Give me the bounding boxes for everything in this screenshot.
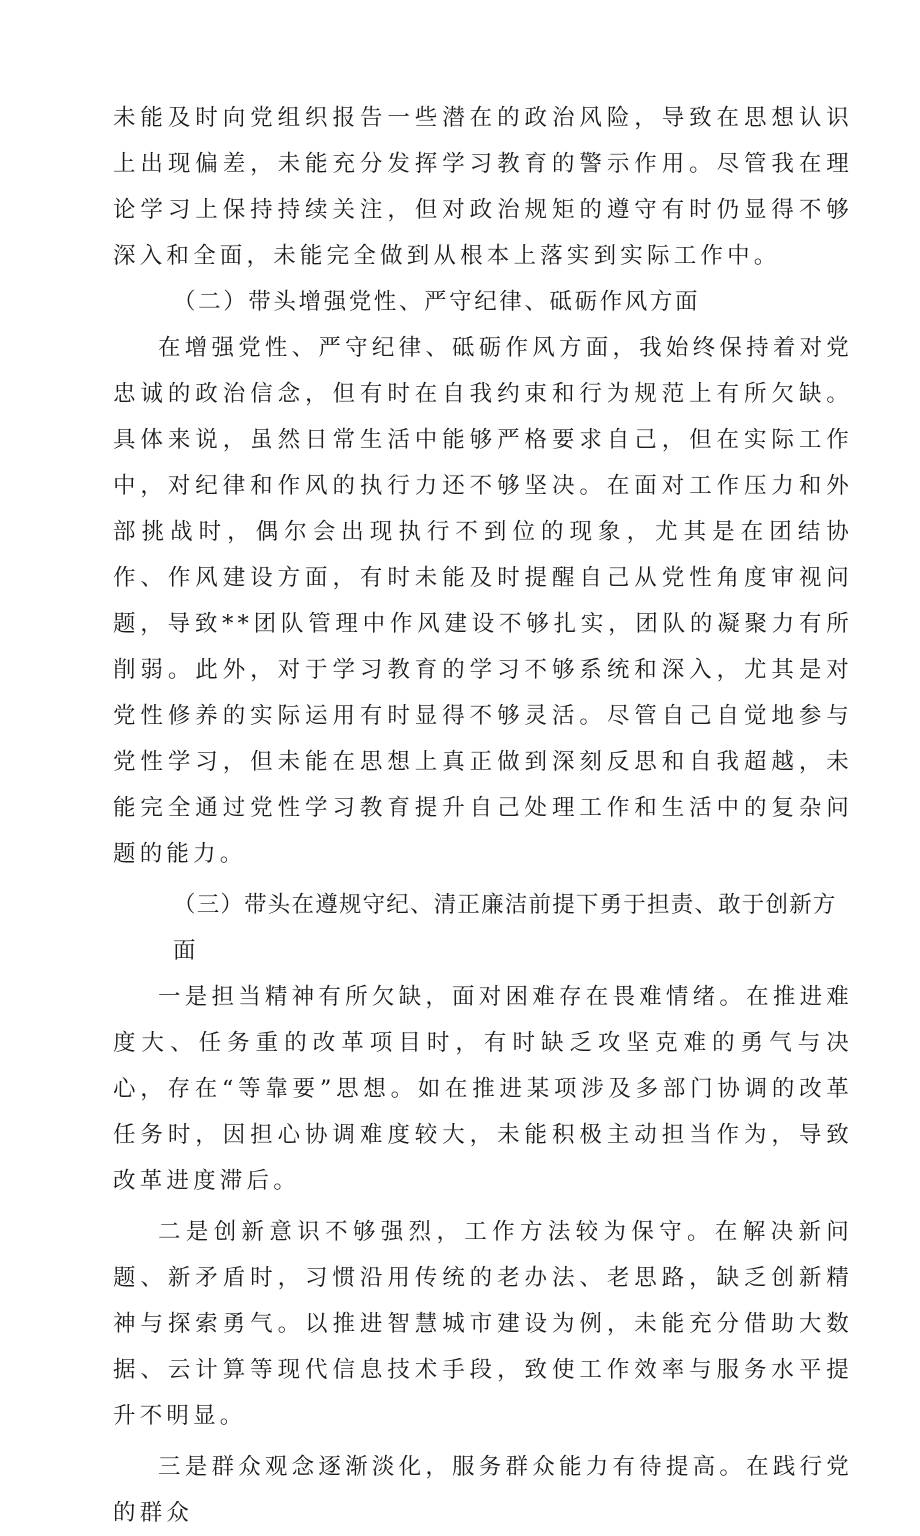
paragraph-point-1: 一是担当精神有所欠缺，面对困难存在畏难情绪。在推进难度大、任务重的改革项目时，有时缺乏攻坚克难的勇气与决心，存在“等靠要”思想。如在推进某项涉及多部门协调的改革任务时，因担心协调难度较大，未能积极主动担当作为，导致改革进度滞后。 — [113, 984, 853, 1194]
paragraph-discipline: 在增强党性、严守纪律、砥砺作风方面，我始终保持着对党忠诚的政治信念，但有时在自我约束和行为规范上有所欠缺。具体来说，虽然日常生活中能够严格要求自己，但在实际工作中，对纪律和作风的执行力还不够坚决。在面对工作压力和外部挑战时，偶尔会出现执行不到位的现象，尤其是在团结协作、作风建设方面，有时未能及时提醒自己从党性角度审视问题，导致**团队管理中作风建设不够扎实，团队的凝聚力有所削弱。此外，对于学习教育的学习不够系统和深入，尤其是对党性修养的实际运用有时显得不够灵活。尽管自己自觉地参与党性学习，但未能在思想上真正做到深刻反思和自我超越，未能完全通过党性学习教育提升自己处理工作和生活中的复杂问题的能力。 — [113, 335, 853, 867]
document-body — [113, 95, 853, 1536]
paragraph-point-3: 三是群众观念逐渐淡化，服务群众能力有待提高。在践行党的群众 — [113, 1454, 853, 1526]
section-heading-3: （三）带头在遵规守纪、清正廉洁前提下勇于担责、敢于创新方面 — [173, 892, 837, 964]
paragraph-continuation: 未能及时向党组织报告一些潜在的政治风险，导致在思想认识上出现偏差，未能充分发挥学习教育的警示作用。尽管我在理论学习上保持持续关注，但对政治规矩的遵守有时仍显得不够深入和全面，未能完全做到从根本上落实到实际工作中。 — [113, 105, 853, 269]
section-heading-2: （二）带头增强党性、严守纪律、砥砺作风方面 — [173, 289, 701, 315]
paragraph-point-2: 二是创新意识不够强烈，工作方法较为保守。在解决新问题、新矛盾时，习惯沿用传统的老办法、老思路，缺乏创新精神与探索勇气。以推进智慧城市建设为例，未能充分借助大数据、云计算等现代信息技术手段，致使工作效率与服务水平提升不明显。 — [113, 1219, 853, 1429]
